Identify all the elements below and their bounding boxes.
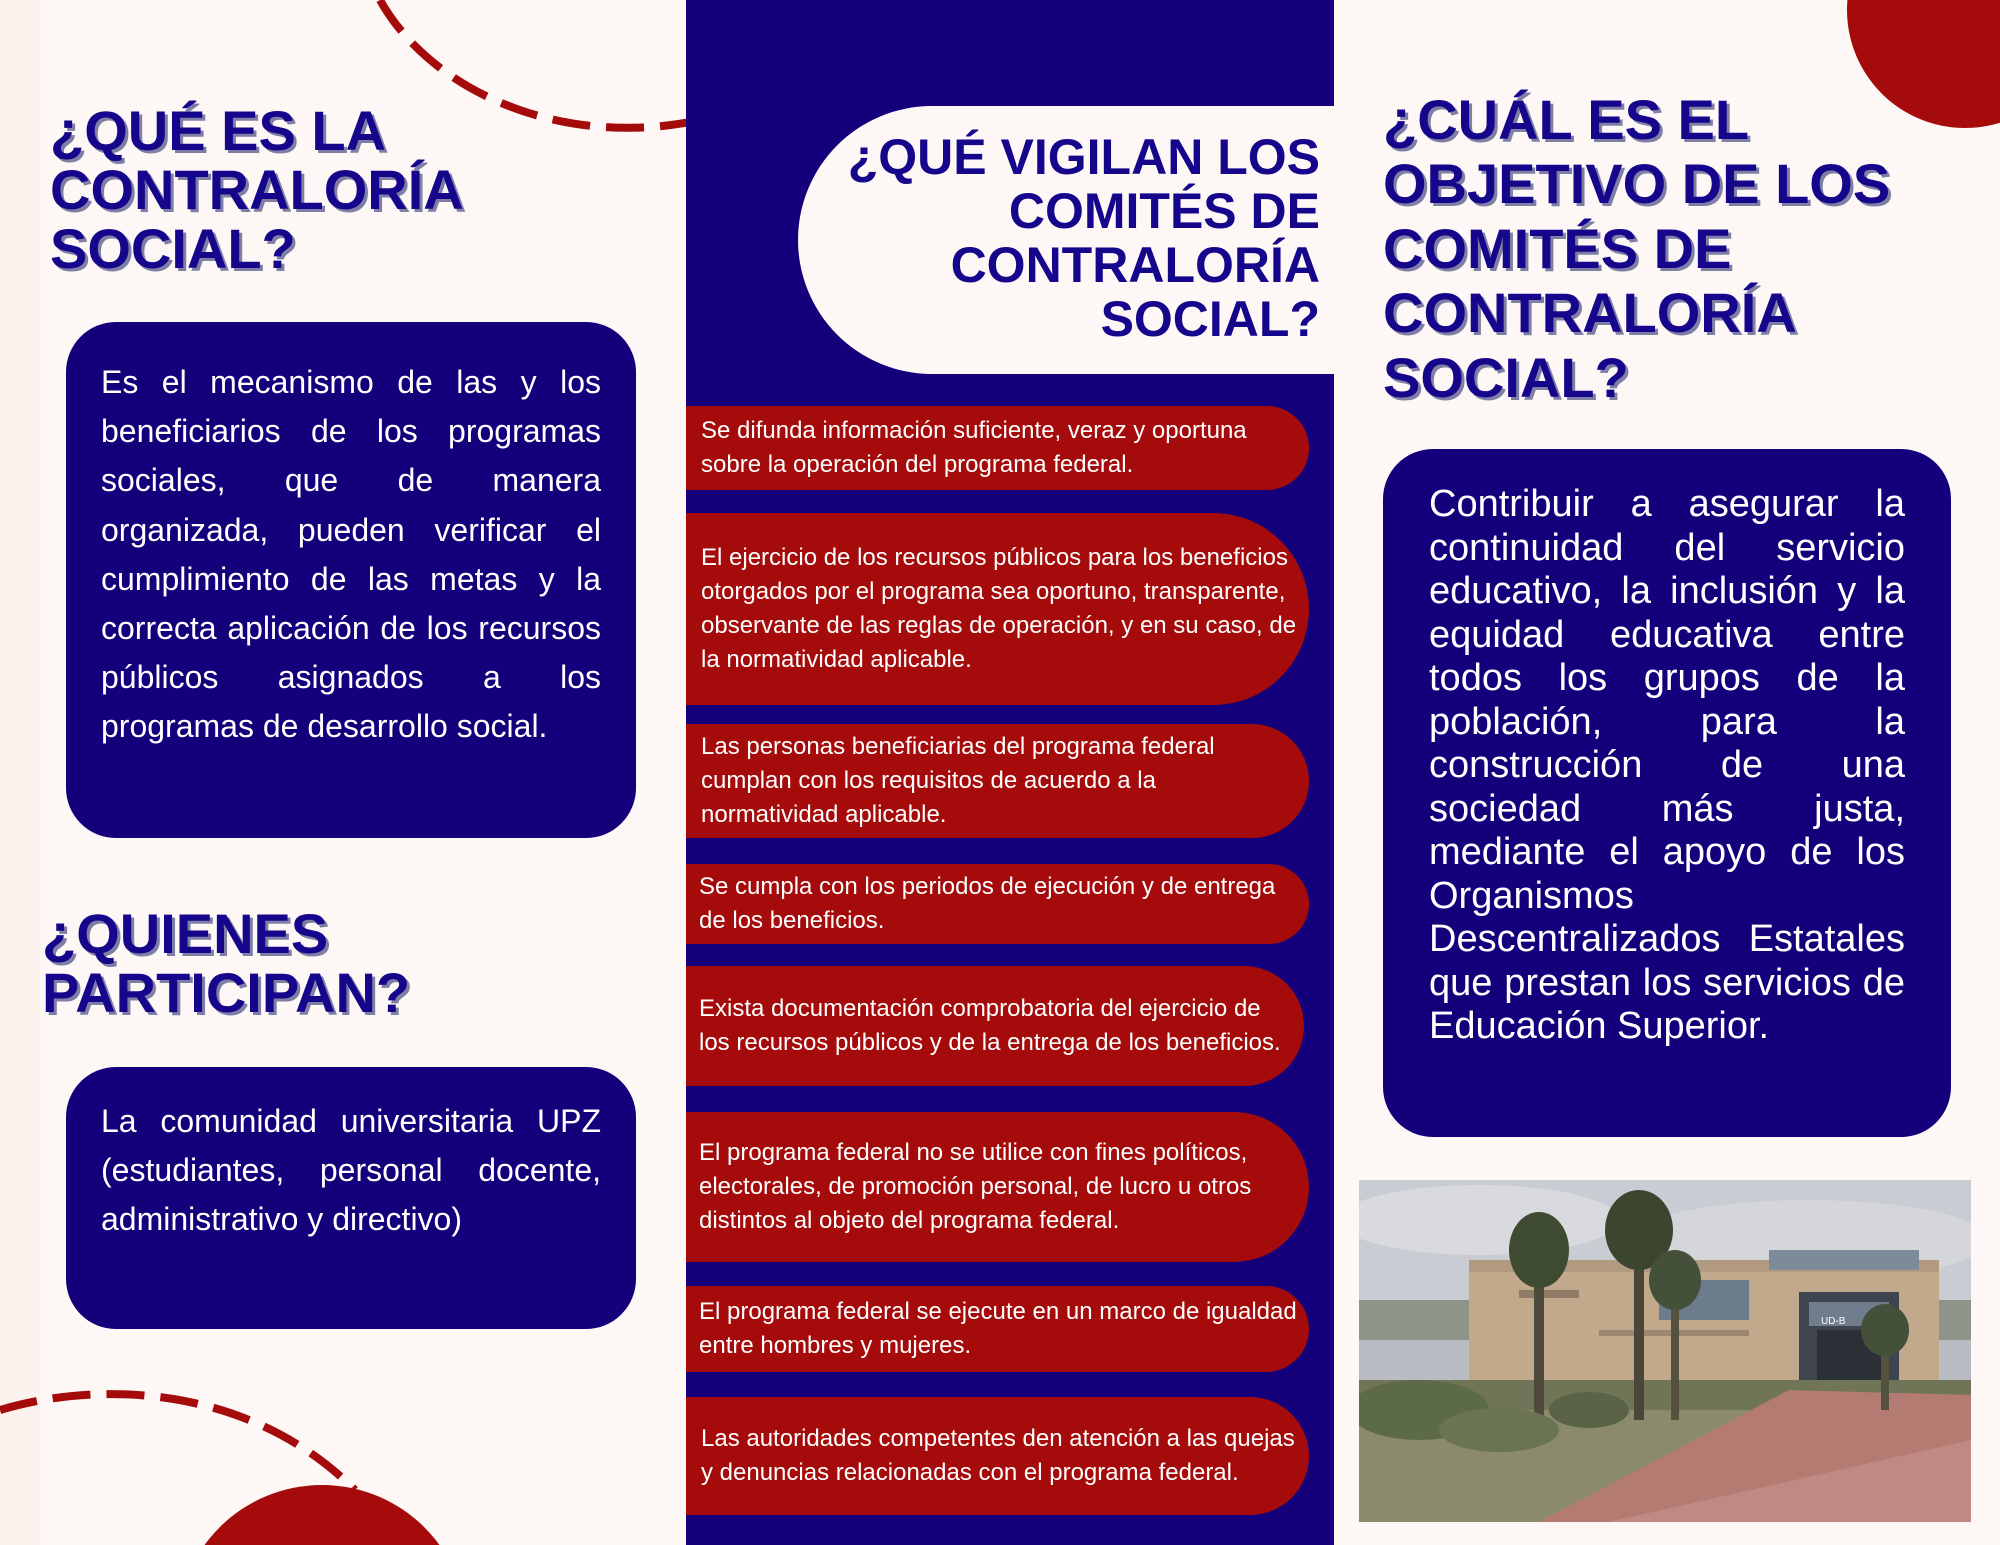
monitor-item-text: El programa federal no se utilice con fines políticos, electorales, de promoción personal, de lucro u otros distintos al objeto del programa federal. xyxy=(699,1139,1252,1234)
participants-text: La comunidad universitaria UPZ (estudiantes, personal docente, administrativo y directivo) xyxy=(101,1103,601,1237)
monitor-item xyxy=(686,724,1309,838)
monitor-item-text: Las personas beneficiarias del programa federal cumplan con los requisitos de acuerdo a la normatividad aplicable. xyxy=(701,733,1215,828)
bottom-dashed-arc xyxy=(0,1394,355,1490)
monitor-item xyxy=(686,513,1309,705)
monitor-item-text: Se difunda información suficiente, veraz y oportuna sobre la operación del programa federal. xyxy=(701,417,1247,478)
monitor-item xyxy=(686,406,1309,490)
objective-box xyxy=(1383,449,1951,1137)
heading-who-participates: ¿QUIENES PARTICIPAN? xyxy=(42,902,411,1024)
participants-box xyxy=(66,1067,636,1329)
monitor-item xyxy=(686,1286,1309,1372)
monitor-item xyxy=(686,1397,1309,1515)
heading-what-they-monitor: ¿QUÉ VIGILAN LOS COMITÉS DE CONTRALORÍA SOCIAL? xyxy=(847,129,1320,347)
definition-box xyxy=(66,322,636,838)
campus-building-photo xyxy=(1359,1180,1971,1522)
definition-text: Es el mecanismo de las y los beneficiarios de los programas sociales, que de manera organizada, pueden verificar el cumplimiento de las metas y la correcta aplicación de los recursos públicos asignados a los programas de desarrollo social. xyxy=(101,364,601,745)
monitor-item-text: El ejercicio de los recursos públicos para los beneficios otorgados por el programa sea oportuno, transparente, observante de las reglas de operación, y en su caso, de la normatividad aplicable. xyxy=(701,544,1297,673)
monitor-item-text: Las autoridades competentes den atención a las quejas y denuncias relacionadas con el programa federal. xyxy=(701,1425,1295,1486)
monitor-item-text: El programa federal se ejecute en un marco de igualdad entre hombres y mujeres. xyxy=(699,1298,1297,1359)
monitor-item-text: Se cumpla con los periodos de ejecución y de entrega de los beneficios. xyxy=(699,873,1276,934)
building-sign: UD-B xyxy=(1821,1316,1846,1327)
monitor-item-text: Exista documentación comprobatoria del ejercicio de los recursos públicos y de la entrega de los beneficios. xyxy=(699,995,1281,1056)
monitor-item xyxy=(686,1112,1309,1262)
heading-objective: ¿CUÁL ES EL OBJETIVO DE LOS COMITÉS DE CONTRALORÍA SOCIAL? xyxy=(1383,88,1891,409)
heading-what-is: ¿QUÉ ES LA CONTRALORÍA SOCIAL? xyxy=(50,99,462,280)
monitor-item xyxy=(686,864,1309,944)
objective-text: Contribuir a asegurar la continuidad del servicio educativo, la inclusión y la equidad educativa entre todos los grupos de la población, para la construcción de una sociedad más justa, mediante el apoyo de los Organismos Descentralizados Estatales que prestan los servicios de Educación Superior. xyxy=(1429,483,1905,1047)
bottom-red-circle xyxy=(177,1485,467,1545)
monitor-item xyxy=(686,966,1304,1086)
